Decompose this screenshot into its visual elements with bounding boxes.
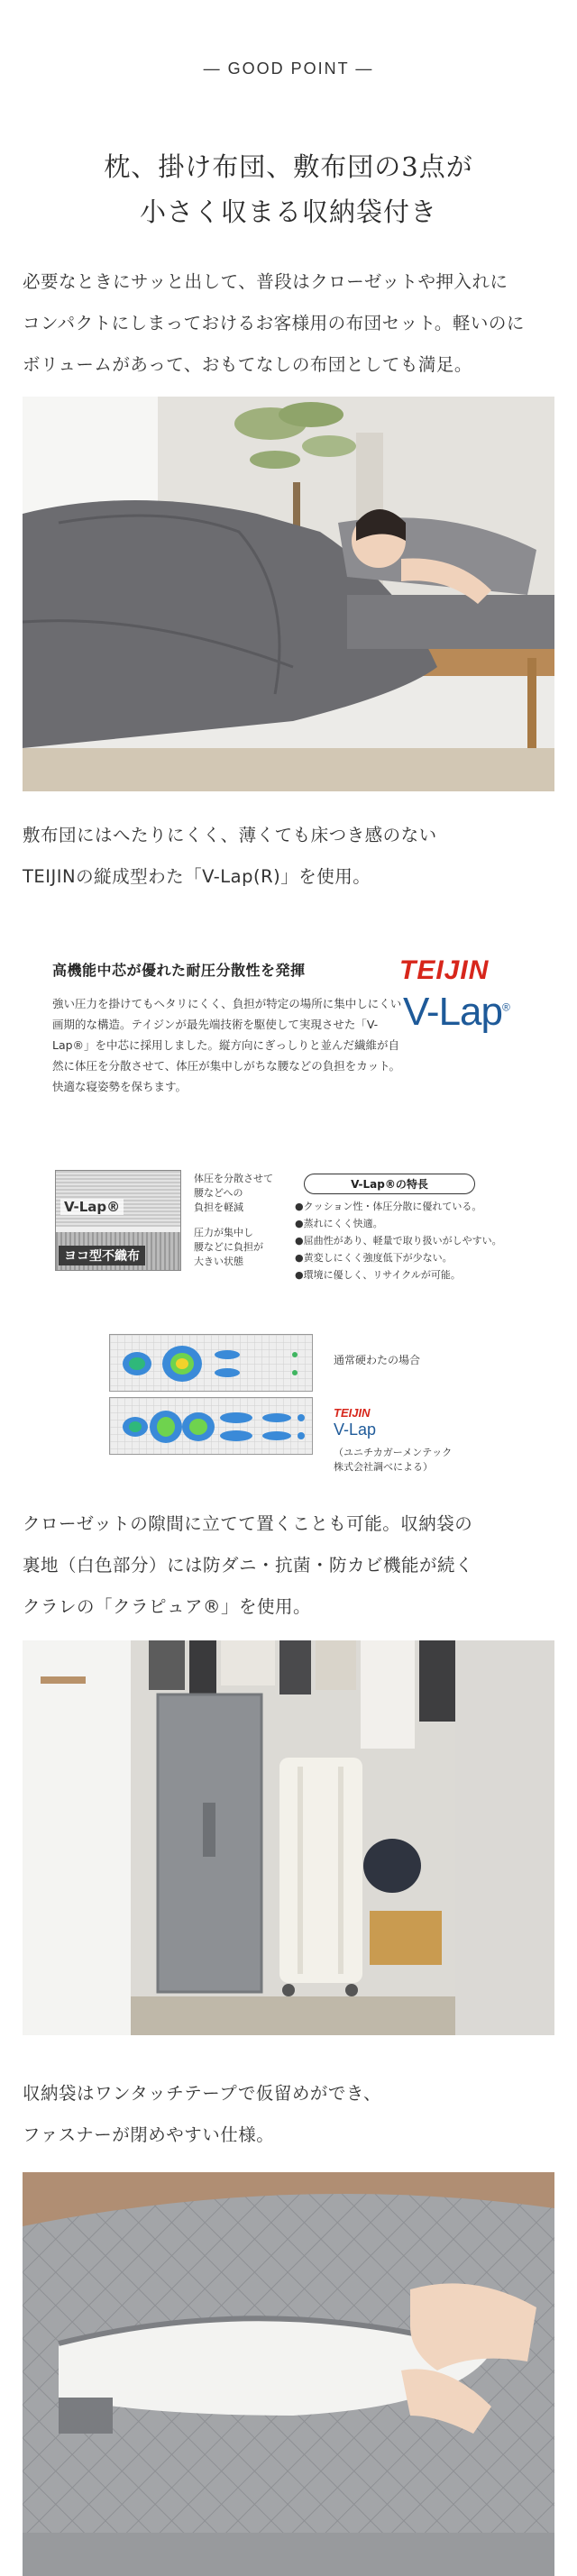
nonwoven-layer-label: ヨコ型不織布 — [59, 1246, 145, 1265]
page-headline — [0, 144, 577, 234]
heatmap-normal — [109, 1334, 313, 1392]
feature-item: ●蒸れにくく快適。 — [295, 1218, 383, 1229]
intro-line-1: 必要なときにサッと出して、普段はクローゼットや押入れに — [23, 271, 508, 292]
storage-line-3: クラレの「クラピュア®」を使用。 — [23, 1596, 312, 1617]
headline-line-1: 枕、掛け布団、敷布団の3点が — [104, 151, 473, 182]
features-title: V-Lap®の特長 — [304, 1174, 475, 1194]
vlap-layer-note — [194, 1172, 284, 1215]
vlap-logo-reg: ® — [501, 1000, 509, 1014]
storage-paragraph — [23, 1503, 563, 1628]
heatmap-vlap-logo: V-Lap — [334, 1420, 377, 1439]
bag-paragraph — [23, 2073, 563, 2156]
note-bottom-line-1: 圧力が集中し — [194, 1227, 253, 1238]
storage-line-1: クローゼットの隙間に立てて置くことも可能。収納袋の — [23, 1513, 473, 1534]
feature-item: ●黄変しにくく強度低下が少ない。 — [295, 1252, 453, 1264]
teijin-logo: TEIJIN — [399, 955, 490, 985]
vlap-intro-line-2: TEIJINの縦成型わた「V-Lap(R)」を使用。 — [23, 866, 371, 887]
note-top-line-1: 体圧を分散させて — [194, 1173, 273, 1184]
intro-line-2: コンパクトにしまっておけるお客様用の布団セット。軽いのに — [23, 313, 525, 333]
closet-storage-photo — [23, 1640, 554, 2035]
intro-line-3: ボリュームがあって、おもてなしの布団としても満足。 — [23, 354, 472, 375]
heatmap-normal-caption: 通常硬わたの場合 — [334, 1354, 421, 1366]
infographic-description: 強い圧力を掛けてもヘタリにくく、負担が特定の場所に集中しにくい画期的な構造。テイジンが最先端技術を駆使して実現させた「V-Lap®」を中芯に採用しました。縦方向にぎっしりと並んだ繊維が自然に体圧を分散させて、体圧が集中しがちな腰などの負担をカット。快適な寝姿勢を保ちます。 — [52, 997, 402, 1093]
intro-paragraph — [23, 261, 563, 386]
headline-line-2: 小さく収まる収納袋付き — [139, 196, 437, 227]
nonwoven-layer-note — [194, 1226, 284, 1269]
bag-zipper-photo — [23, 2172, 554, 2576]
heatmap-vlap — [109, 1397, 313, 1455]
heatmap-source-note — [334, 1446, 452, 1475]
features-list — [295, 1198, 538, 1283]
vlap-logo-text: V-Lap — [403, 990, 502, 1034]
storage-line-2: 裏地（白色部分）には防ダニ・抗菌・防カビ機能が続く — [23, 1555, 474, 1576]
feature-item: ●クッション性・体圧分散に優れている。 — [295, 1201, 482, 1212]
note-top-line-3: 負担を軽減 — [194, 1201, 243, 1213]
feature-item: ●環境に優しく、リサイクルが可能。 — [295, 1269, 461, 1281]
vlap-logo — [403, 990, 509, 1035]
vlap-layer-label: V-Lap® — [60, 1199, 124, 1215]
heatmap-teijin-logo: TEIJIN — [334, 1406, 371, 1420]
vlap-intro-line-1: 敷布団にはへたりにくく、薄くても床つき感のない — [23, 825, 437, 845]
note-top-line-2: 腰などへの — [194, 1187, 243, 1199]
feature-item: ●屈曲性があり、軽量で取り扱いがしやすい。 — [295, 1235, 502, 1247]
note-bottom-line-3: 大きい状態 — [194, 1256, 243, 1267]
vlap-intro-paragraph — [23, 815, 563, 898]
source-line-1: （ユニチカガーメンテック — [334, 1447, 453, 1458]
sleeping-futon-photo — [23, 397, 554, 791]
section-label: — GOOD POINT — — [203, 59, 374, 78]
note-bottom-line-2: 腰などに負担が — [194, 1241, 263, 1253]
vlap-infographic — [23, 928, 554, 1473]
vlap-features — [295, 1174, 538, 1283]
source-line-2: 株式会社調べによる） — [334, 1461, 433, 1473]
infographic-title: 高機能中芯が優れた耐圧分散性を発揮 — [52, 962, 306, 979]
bag-line-1: 収納袋はワンタッチテープで仮留めができ、 — [23, 2083, 382, 2104]
bag-line-2: ファスナーが閉めやすい仕様。 — [23, 2124, 275, 2145]
